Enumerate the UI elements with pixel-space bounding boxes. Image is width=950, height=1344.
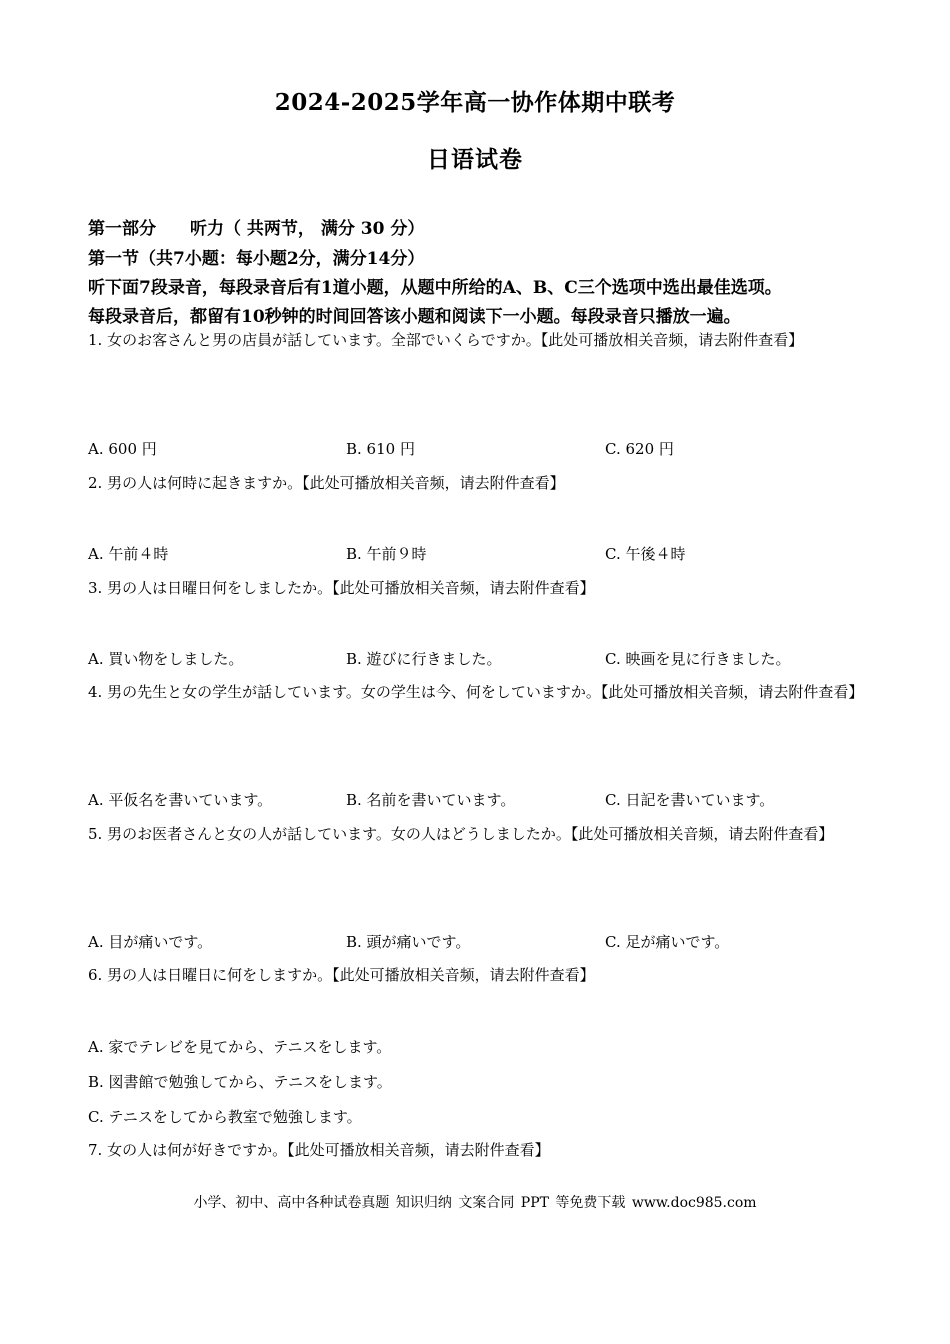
- question-4: 4. 男の先生と女の学生が話しています。女の学生は今、何をしていますか。【此处可播放相关音频，请去附件查看】: [88, 683, 864, 701]
- question-3: 3. 男の人は日曜日何をしましたか。【此处可播放相关音频，请去附件查看】: [88, 579, 595, 597]
- exam-subtitle: 日语试卷: [427, 146, 523, 173]
- instruction-line-1: 听下面7段录音，每段录音后有1道小题，从题中所给的A、B、C三个选项中选出最佳选项。: [88, 278, 782, 298]
- q2-option-b: B. 午前９時: [346, 545, 427, 563]
- q3-option-c: C. 映画を見に行きました。: [605, 650, 791, 668]
- exam-title: 2024-2025学年高一协作体期中联考: [274, 89, 676, 116]
- section-part-heading: 第一部分 听力（ 共两节， 满分 30 分）: [88, 219, 425, 239]
- page-footer: 小学、初中、高中各种试卷真题 知识归纳 文案合同 PPT 等免费下载 www.doc985.com: [193, 1195, 757, 1211]
- section-sub-heading: 第一节（共7小题：每小题2分，满分14分）: [88, 249, 425, 269]
- q2-option-a: A. 午前４時: [88, 545, 169, 563]
- question-1: 1. 女のお客さんと男の店員が話しています。全部でいくらですか。【此处可播放相关音频，请去附件查看】: [88, 331, 804, 349]
- q2-option-c: C. 午後４時: [605, 545, 686, 563]
- q5-option-b: B. 頭が痛いです。: [346, 933, 471, 951]
- q4-option-b: B. 名前を書いています。: [346, 791, 516, 809]
- q4-option-a: A. 平仮名を書いています。: [88, 791, 273, 809]
- question-2: 2. 男の人は何時に起きますか。【此处可播放相关音频，请去附件查看】: [88, 474, 565, 492]
- q1-option-b: B. 610 円: [346, 440, 415, 458]
- q1-option-c: C. 620 円: [605, 440, 674, 458]
- q6-option-b: B. 図書館で勉強してから、テニスをします。: [88, 1073, 392, 1091]
- q3-option-a: A. 買い物をしました。: [88, 650, 244, 668]
- q6-option-a: A. 家でテレビを見てから、テニスをします。: [88, 1038, 392, 1056]
- q4-option-c: C. 日記を書いています。: [605, 791, 775, 809]
- q5-option-c: C. 足が痛いです。: [605, 933, 730, 951]
- question-7: 7. 女の人は何が好きですか。【此处可播放相关音频，请去附件查看】: [88, 1141, 550, 1159]
- instruction-line-2: 每段录音后，都留有10秒钟的时间回答该小题和阅读下一小题。每段录音只播放一遍。: [88, 307, 741, 327]
- q5-option-a: A. 目が痛いです。: [88, 933, 213, 951]
- q3-option-b: B. 遊びに行きました。: [346, 650, 502, 668]
- question-6: 6. 男の人は日曜日に何をしますか。【此处可播放相关音频，请去附件查看】: [88, 966, 595, 984]
- q6-option-c: C. テニスをしてから教室で勉強します。: [88, 1108, 362, 1126]
- q1-option-a: A. 600 円: [88, 440, 157, 458]
- question-5: 5. 男のお医者さんと女の人が話しています。女の人はどうしましたか。【此处可播放相关音频，请去附件查看】: [88, 825, 834, 843]
